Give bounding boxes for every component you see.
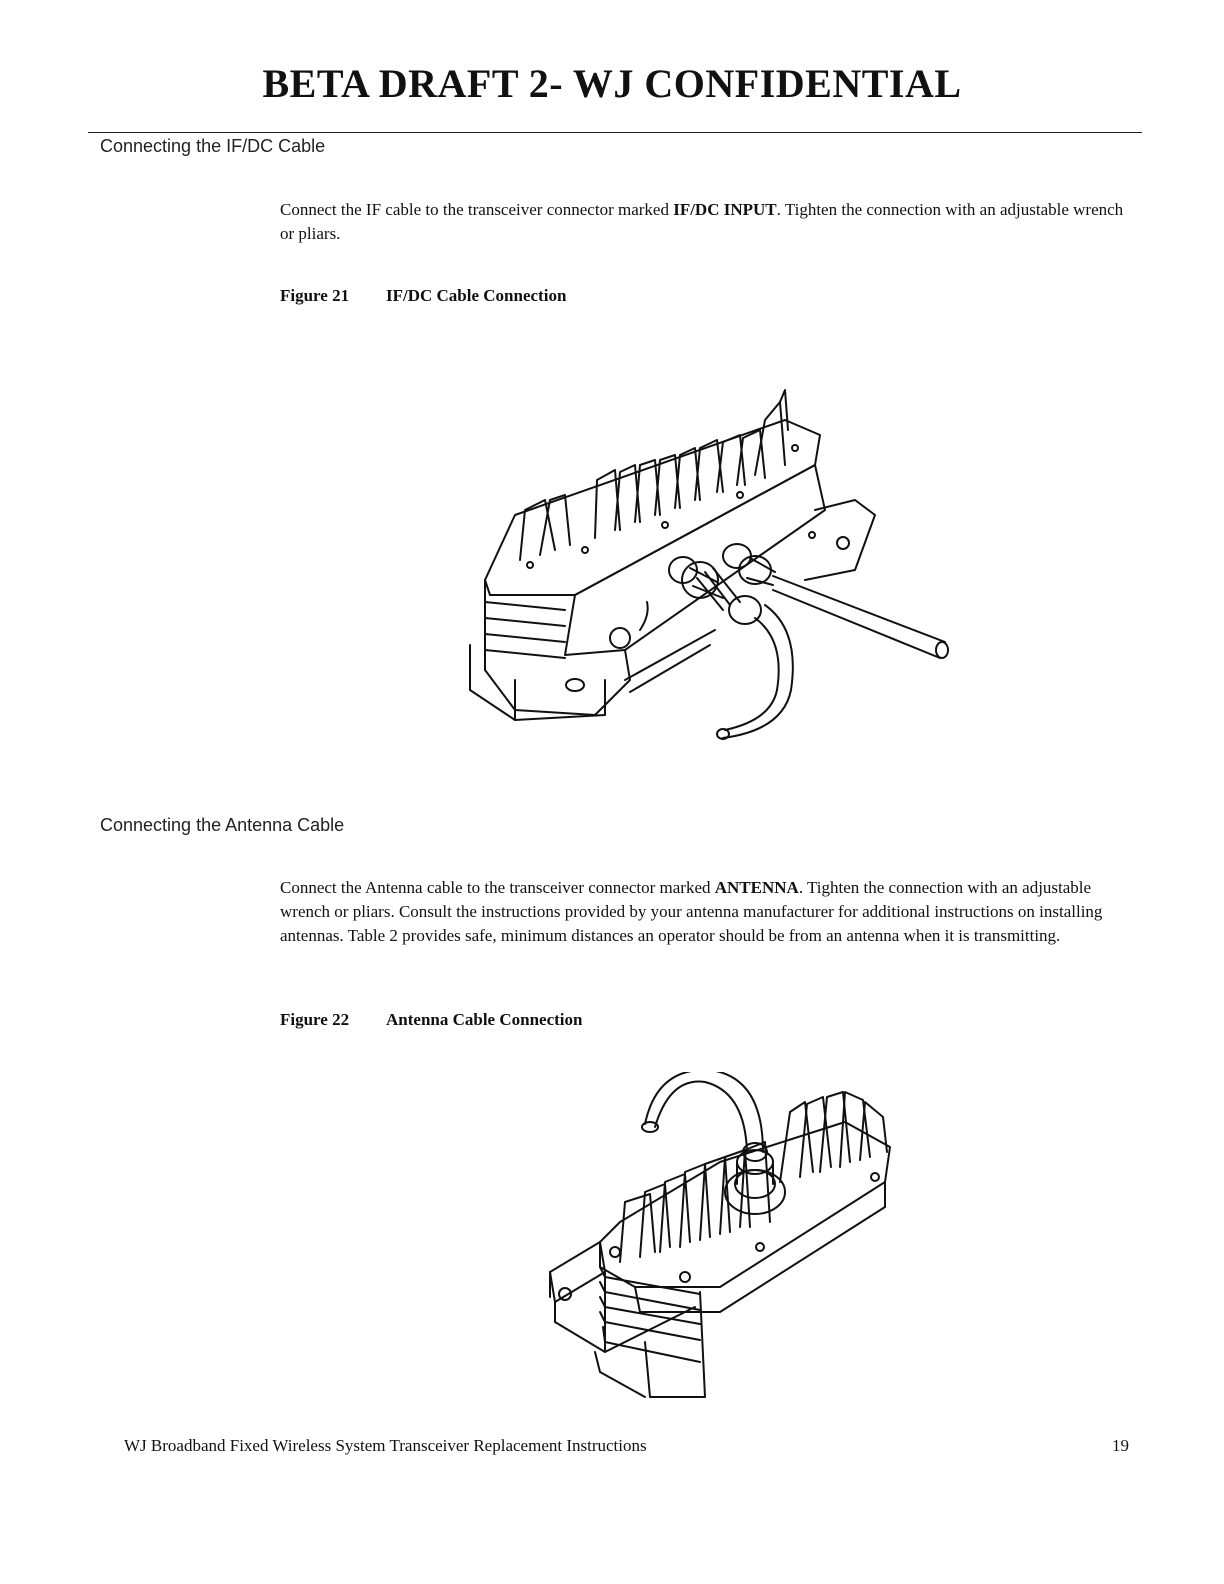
ifdc-paragraph (280, 198, 1140, 246)
figure-22-title: Antenna Cable Connection (386, 1010, 583, 1029)
ifdc-paragraph-text-2: . Tighten the connection with an adjustable wrench or pliars. (280, 200, 1124, 243)
header-rule (88, 132, 1142, 133)
figure-22-caption (280, 1010, 582, 1030)
antenna-paragraph-text-1: Connect the Antenna cable to the transceiver connector marked (280, 878, 715, 897)
figure-22-number: Figure 22 (280, 1010, 350, 1029)
footer-document-title: WJ Broadband Fixed Wireless System Transceiver Replacement Instructions (124, 1436, 647, 1455)
antenna-paragraph-text-2: . Tighten the connection with an adjustable wrench or pliars. Consult the instructions provided by your antenna manufacturer for additional instructions on installing antennas. Table 2 provides safe, minimum distances an operator should be from an antenna when it is transmitting. (280, 878, 1103, 945)
section-heading-ifdc: Connecting the IF/DC Cable (100, 136, 326, 156)
antenna-label: ANTENNA (714, 878, 799, 897)
figure-22-illustration (545, 1072, 900, 1407)
footer-page-number: 19 (1112, 1436, 1129, 1455)
confidential-banner: BETA DRAFT 2- WJ CONFIDENTIAL (262, 61, 962, 106)
antenna-paragraph (280, 876, 1140, 948)
figure-21-illustration (455, 380, 965, 750)
figure-21-caption (280, 286, 566, 306)
figure-21-title: IF/DC Cable Connection (386, 286, 567, 305)
ifdc-input-label: IF/DC INPUT (673, 200, 777, 219)
figure-21-number: Figure 21 (280, 286, 350, 305)
section-heading-antenna: Connecting the Antenna Cable (100, 815, 345, 835)
ifdc-paragraph-text-1: Connect the IF cable to the transceiver connector marked (280, 200, 674, 219)
